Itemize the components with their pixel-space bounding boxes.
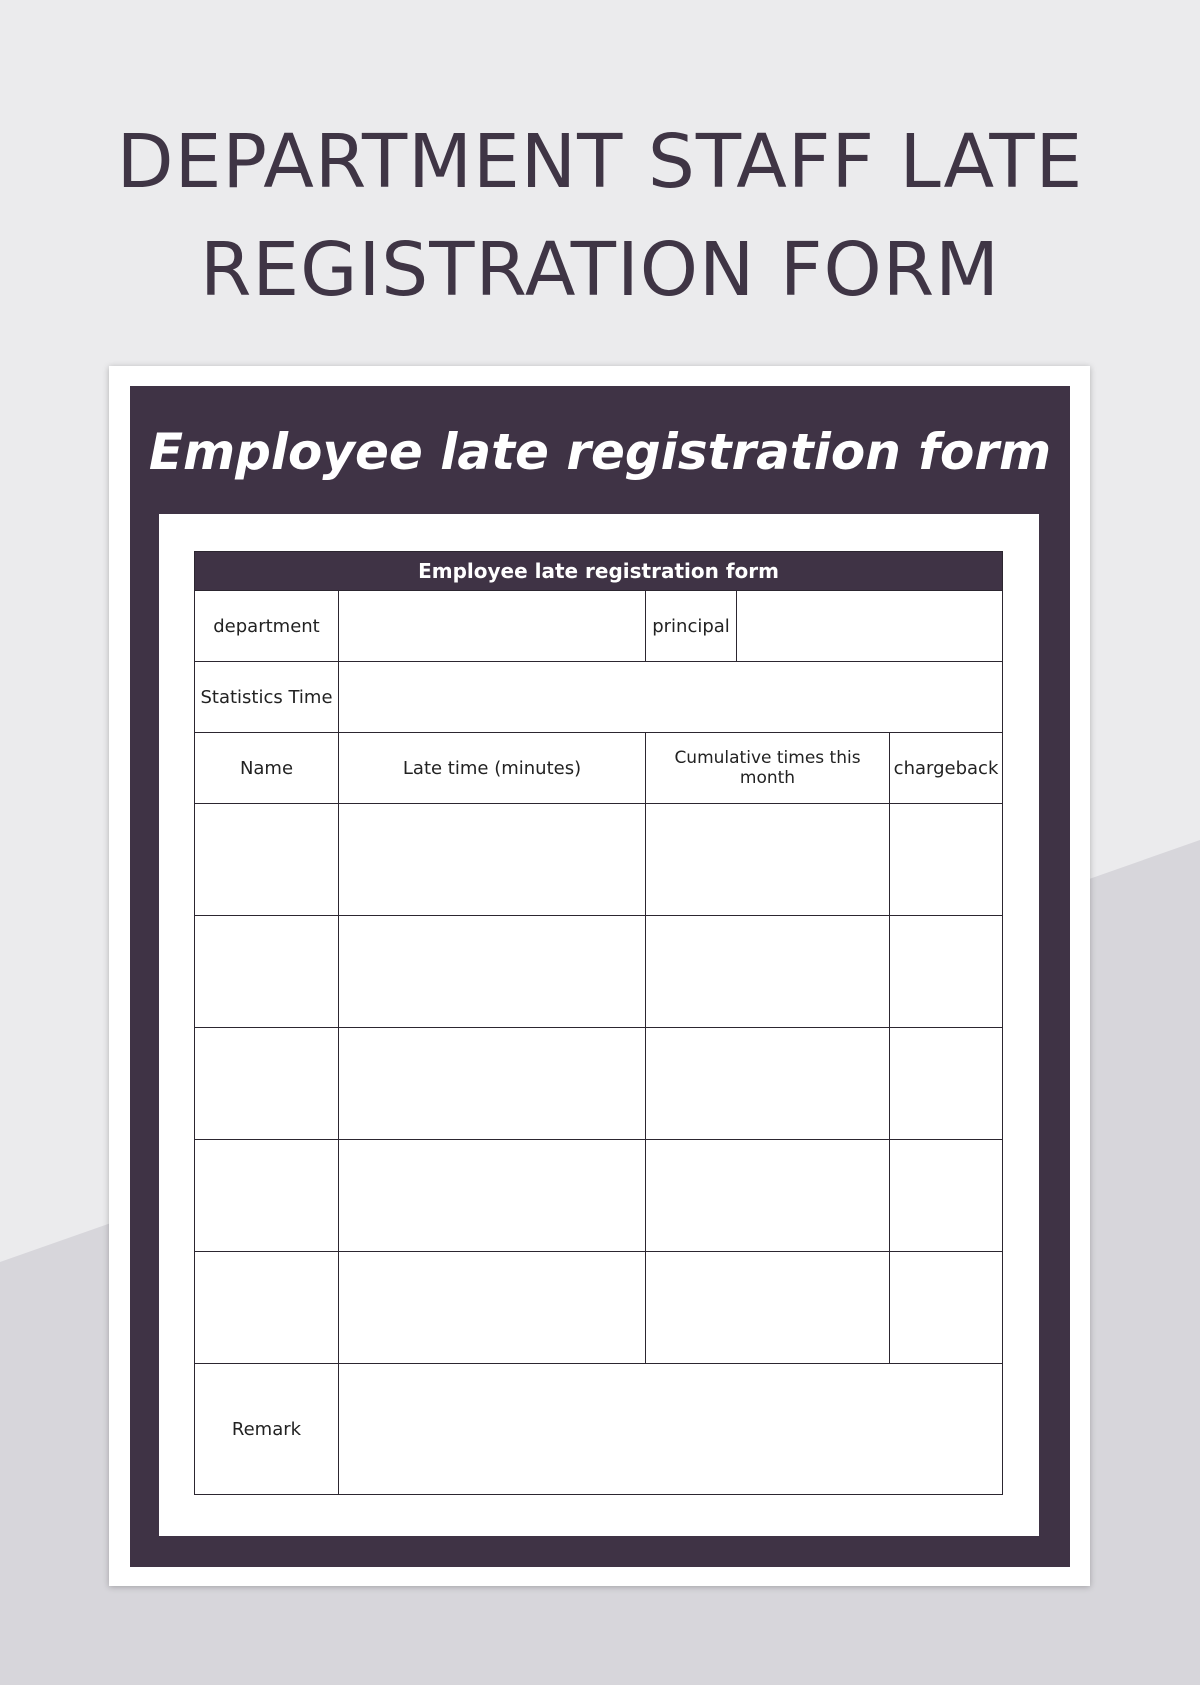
cumulative-times-cell[interactable] bbox=[646, 804, 890, 916]
late-time-cell[interactable] bbox=[339, 1028, 646, 1140]
page-title-line-1: DEPARTMENT STAFF LATE bbox=[116, 119, 1084, 205]
statistics-time-field[interactable] bbox=[339, 662, 1003, 733]
principal-label: principal bbox=[646, 591, 737, 662]
chargeback-cell[interactable] bbox=[890, 916, 1003, 1028]
department-field[interactable] bbox=[339, 591, 646, 662]
department-label: department bbox=[195, 591, 339, 662]
page-title bbox=[0, 108, 1200, 324]
late-time-cell[interactable] bbox=[339, 1140, 646, 1252]
form-sheet bbox=[109, 366, 1090, 1586]
chargeback-cell[interactable] bbox=[890, 1252, 1003, 1364]
table-row bbox=[195, 1252, 1003, 1364]
form-frame bbox=[130, 386, 1070, 1567]
column-header-row bbox=[195, 733, 1003, 804]
name-cell[interactable] bbox=[195, 1028, 339, 1140]
table-header: Employee late registration form bbox=[195, 552, 1003, 591]
chargeback-cell[interactable] bbox=[890, 1140, 1003, 1252]
column-header-late-time: Late time (minutes) bbox=[339, 733, 646, 804]
banner-title: Employee late registration form bbox=[148, 423, 1052, 481]
name-cell[interactable] bbox=[195, 1252, 339, 1364]
remark-field[interactable] bbox=[339, 1364, 1003, 1495]
chargeback-cell[interactable] bbox=[890, 804, 1003, 916]
column-header-chargeback: chargeback bbox=[890, 733, 1003, 804]
column-header-name: Name bbox=[195, 733, 339, 804]
table-row bbox=[195, 591, 1003, 662]
chargeback-cell[interactable] bbox=[890, 1028, 1003, 1140]
cumulative-times-cell[interactable] bbox=[646, 1252, 890, 1364]
cumulative-times-cell[interactable] bbox=[646, 1140, 890, 1252]
late-time-cell[interactable] bbox=[339, 916, 646, 1028]
page-title-line-2: REGISTRATION FORM bbox=[199, 227, 1001, 313]
late-time-cell[interactable] bbox=[339, 804, 646, 916]
name-cell[interactable] bbox=[195, 1140, 339, 1252]
remark-row bbox=[195, 1364, 1003, 1495]
name-cell[interactable] bbox=[195, 916, 339, 1028]
late-time-cell[interactable] bbox=[339, 1252, 646, 1364]
table-row bbox=[195, 1028, 1003, 1140]
cumulative-times-cell[interactable] bbox=[646, 1028, 890, 1140]
column-header-cumulative-times: Cumulative times this month bbox=[646, 733, 890, 804]
remark-label: Remark bbox=[195, 1364, 339, 1495]
statistics-time-label: Statistics Time bbox=[195, 662, 339, 733]
table-row bbox=[195, 804, 1003, 916]
table-row bbox=[195, 916, 1003, 1028]
table-row bbox=[195, 1140, 1003, 1252]
late-registration-table bbox=[194, 551, 1003, 1495]
cumulative-times-cell[interactable] bbox=[646, 916, 890, 1028]
form-body bbox=[159, 514, 1039, 1536]
name-cell[interactable] bbox=[195, 804, 339, 916]
table-row bbox=[195, 662, 1003, 733]
principal-field[interactable] bbox=[737, 591, 1003, 662]
